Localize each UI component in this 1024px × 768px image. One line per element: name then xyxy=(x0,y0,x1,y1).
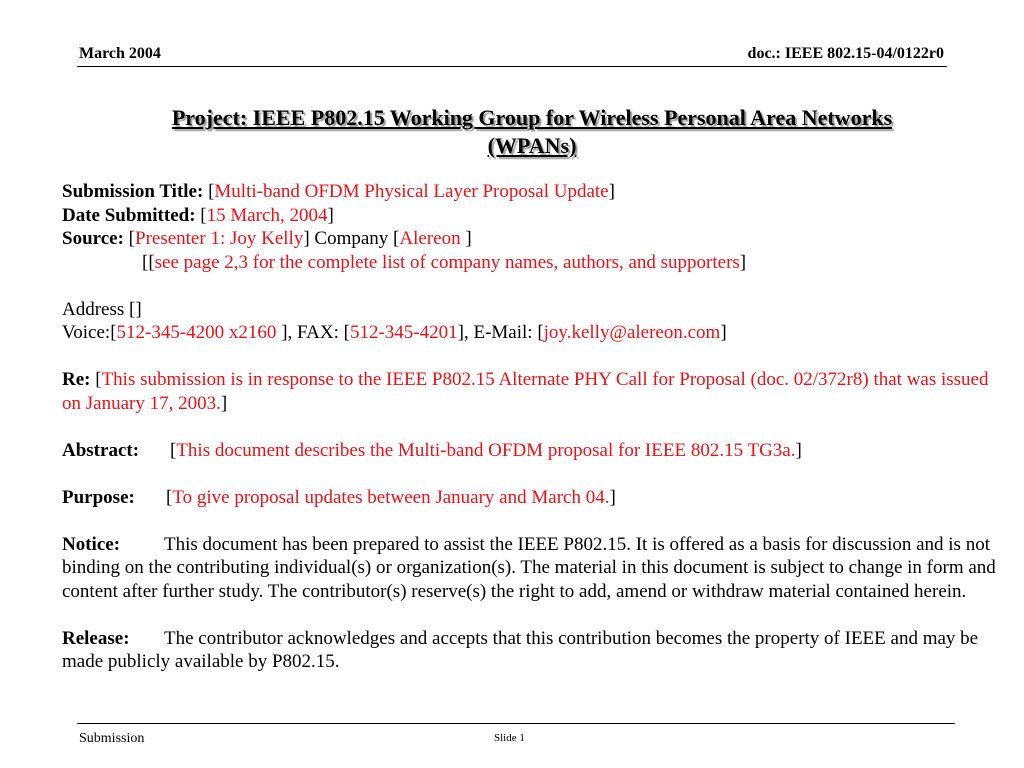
release-row xyxy=(62,627,997,674)
date-submitted-row: Date Submitted: [15 March, 2004] xyxy=(62,204,334,226)
abstract-value: This document describes the Multi-band OFDM proposal for IEEE 802.15 TG3a. xyxy=(176,439,796,461)
source-note-row: [[see page 2,3 for the complete list of company names, authors, and supporters] xyxy=(142,251,747,273)
submission-title-label: Submission Title: xyxy=(62,181,204,202)
source-row: Source: [Presenter 1: Joy Kelly] Company [Alereon ] xyxy=(62,228,472,249)
address-row: Address [] xyxy=(62,298,142,320)
source-company: Alereon xyxy=(399,228,466,249)
email-value: joy.kelly@alereon.com xyxy=(543,322,721,343)
contact-row: Voice:[512-345-4200 x2160 ], FAX: [512-345-4201], E-Mail: [joy.kelly@alereon.com] xyxy=(62,322,727,343)
document-body xyxy=(62,180,997,674)
submission-title-row: Submission Title: [Multi-band OFDM Physical Layer Proposal Update] xyxy=(62,181,615,202)
header-date: March 2004 xyxy=(79,45,161,62)
purpose-value: To give proposal updates between January and March 04. xyxy=(172,486,610,508)
header-divider xyxy=(77,66,947,67)
submission-title-value: Multi-band OFDM Physical Layer Proposal Update xyxy=(214,181,609,202)
footer-slide-number: Slide 1 xyxy=(494,732,525,744)
footer-divider xyxy=(77,723,955,724)
purpose-row: Purpose: [To give proposal updates between January and March 04.] xyxy=(62,486,616,508)
notice-label: Notice: xyxy=(62,533,121,555)
source-company-label: Company xyxy=(314,228,389,249)
release-label: Release: xyxy=(62,627,130,649)
page-title xyxy=(60,104,1004,160)
notice-row xyxy=(62,533,997,604)
notice-text: This document has been prepared to assist the IEEE P802.15. It is offered as a basis for discussion and is not binding on the contributing individual(s) or organization(s). The material in this document is subject to change in form and content after further study. The contributor(s) reserve(s) the right to add, amend or withdraw material contained herein. xyxy=(62,533,996,602)
date-submitted-label: Date Submitted: xyxy=(62,204,196,226)
email-label: E-Mail: xyxy=(473,322,533,343)
re-value: This submission is in response to the IEEE P802.15 Alternate PHY Call for Proposal (doc. 02/372r8) that was issued on January 17, 2003. xyxy=(62,369,989,414)
release-text: The contributor acknowledges and accepts that this contribution becomes the property of IEEE and may be made publicly available by P802.15. xyxy=(62,627,979,672)
fax-label: FAX: xyxy=(297,322,339,343)
source-label: Source: xyxy=(62,228,124,249)
title-line-1: Project: IEEE P802.15 Working Group for Wireless Personal Area Networks xyxy=(171,105,893,130)
re-label: Re: xyxy=(62,369,91,390)
source-note: see page 2,3 for the complete list of company names, authors, and supporters xyxy=(154,251,740,273)
source-presenter: Presenter 1: Joy Kelly xyxy=(135,228,304,249)
fax-value: 512-345-4201 xyxy=(349,322,458,343)
purpose-label: Purpose: xyxy=(62,486,135,508)
voice-value: 512-345-4200 x2160 xyxy=(116,322,282,343)
title-line-2: (WPANs) xyxy=(487,133,577,158)
abstract-row: Abstract: [This document describes the Multi-band OFDM proposal for IEEE 802.15 TG3a.] xyxy=(62,439,802,461)
abstract-label: Abstract: xyxy=(62,439,140,461)
re-row: Re: [This submission is in response to the IEEE P802.15 Alternate PHY Call for Proposal (doc. 02/372r8) that was issued on January 17, 2003.] xyxy=(62,369,989,414)
header-doc-id: doc.: IEEE 802.15-04/0122r0 xyxy=(747,45,944,62)
voice-label: Voice: xyxy=(62,322,111,343)
date-submitted-value: 15 March, 2004 xyxy=(206,204,328,226)
footer-submission: Submission xyxy=(79,731,145,746)
